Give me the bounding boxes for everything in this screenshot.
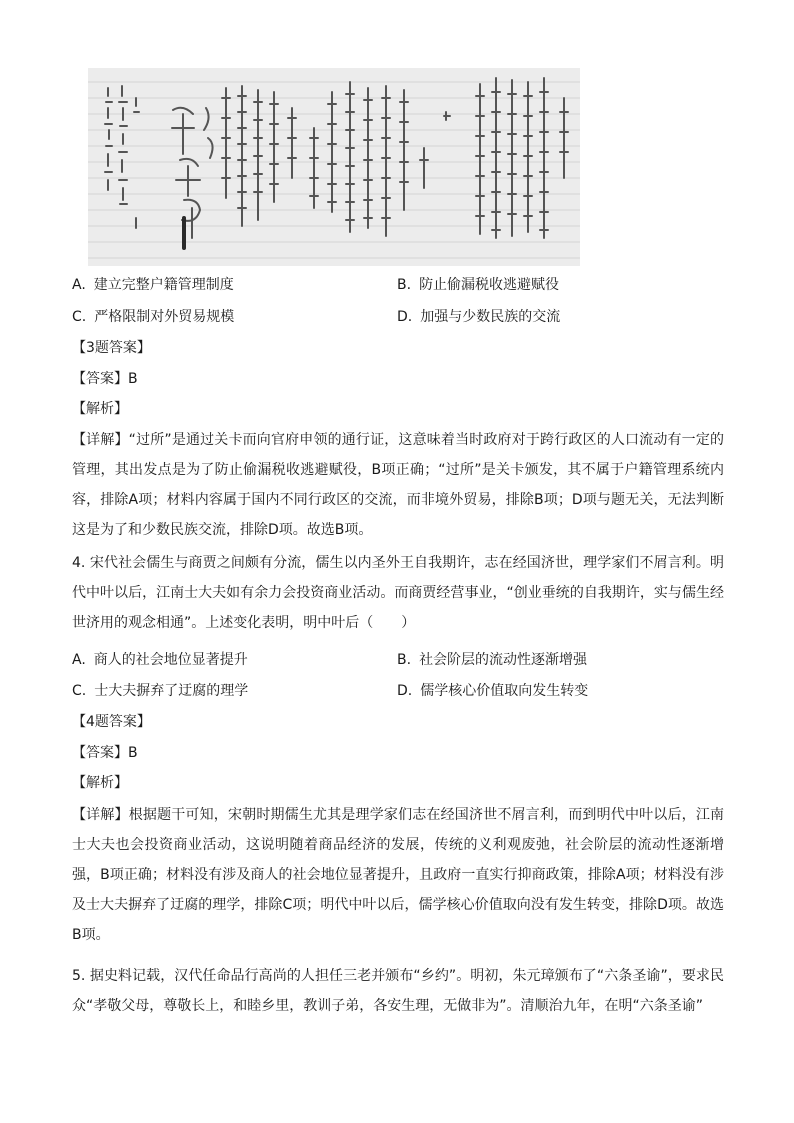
answer-label: 【答案】 (72, 745, 128, 761)
q3-analysis-label: 【解析】 (72, 401, 128, 417)
answer-value: B (128, 371, 138, 387)
historical-document-image (88, 68, 580, 266)
answer-label: 【答案】 (72, 371, 128, 387)
q4-option-d (397, 681, 588, 701)
option-letter: A. (72, 277, 86, 293)
option-letter: A. (72, 652, 86, 668)
q4-analysis-label: 【解析】 (72, 775, 128, 791)
option-letter: D. (397, 683, 413, 699)
q4-stem: 4. 宋代社会儒生与商贾之间颇有分流，儒生以内圣外王自我期许，志在经国济世，理学家们不屑言利。明代中叶以后，江南士大夫如有余力会投资商业活动。而商贾经营事业，“创业垂统的自我期许，实与儒生经世济用的观念相通”。上述变化表明，明中叶后（ ） (72, 555, 724, 631)
q3-option-c (72, 307, 234, 327)
option-text: 商人的社会地位显著提升 (93, 652, 248, 668)
detail-text: 根据题干可知，宋朝时期儒生尤其是理学家们志在经国济世不屑言利，而到明代中叶以后，江南士大夫也会投资商业活动，这说明随着商品经济的发展，传统的义利观废弛，社会阶层的流动性逐渐增强，B项正确；材料没有涉及商人的社会地位显著提升，且政府一直实行抑商政策，排除A项；材料没有涉及士大夫摒弃了迂腐的理学，排除C项；明代中叶以后，儒学核心价值取向没有发生转变，排除D项。故选B项。 (72, 807, 725, 943)
detail-label: 【详解】 (72, 807, 129, 823)
q4-option-c (72, 681, 248, 701)
q4-option-a (72, 650, 248, 670)
option-text: 严格限制对外贸易规模 (94, 309, 235, 325)
q3-answer (72, 369, 138, 389)
q4-option-b (397, 650, 587, 670)
detail-text: “过所”是通过关卡而向官府申领的通行证，这意味着当时政府对于跨行政区的人口流动有一定的管理，其出发点是为了防止偷漏税收逃避赋役，B项正确；“过所”是关卡颁发，其不属于户籍管理系统内容，排除A项；材料内容属于国内不同行政区的交流，而非境外贸易，排除B项；D项与题无关，无法判断这是为了和少数民族交流，排除D项。故选B项。 (72, 432, 724, 538)
option-text: 士大夫摒弃了迂腐的理学 (94, 683, 249, 699)
option-letter: B. (397, 652, 412, 668)
q3-option-d (397, 307, 560, 327)
option-text: 建立完整户籍管理制度 (93, 277, 234, 293)
answer-value: B (128, 745, 138, 761)
detail-label: 【详解】 (72, 432, 129, 448)
option-text: 加强与少数民族的交流 (420, 309, 561, 325)
q4-answer-header: 【4题答案】 (72, 714, 151, 730)
option-letter: C. (72, 309, 87, 325)
q3-answer-header: 【3题答案】 (72, 340, 151, 356)
q3-detail (72, 425, 724, 545)
q3-option-b (397, 275, 559, 295)
q3-option-a (72, 275, 234, 295)
option-text: 儒学核心价值取向发生转变 (420, 683, 589, 699)
q4-answer (72, 743, 138, 763)
q5-stem: 5. 据史料记载，汉代任命品行高尚的人担任三老并颁布“乡约”。明初，朱元璋颁布了“六条圣谕”，要求民众“孝敬父母，尊敬长上，和睦乡里，教训子弟，各安生理，无做非为”。清顺治九年，在明“六条圣谕” (72, 968, 724, 1014)
option-letter: B. (397, 277, 412, 293)
q4-detail (72, 800, 724, 950)
option-text: 社会阶层的流动性逐渐增强 (419, 652, 588, 668)
option-letter: C. (72, 683, 87, 699)
option-text: 防止偷漏税收逃避赋役 (419, 277, 560, 293)
option-letter: D. (397, 309, 413, 325)
